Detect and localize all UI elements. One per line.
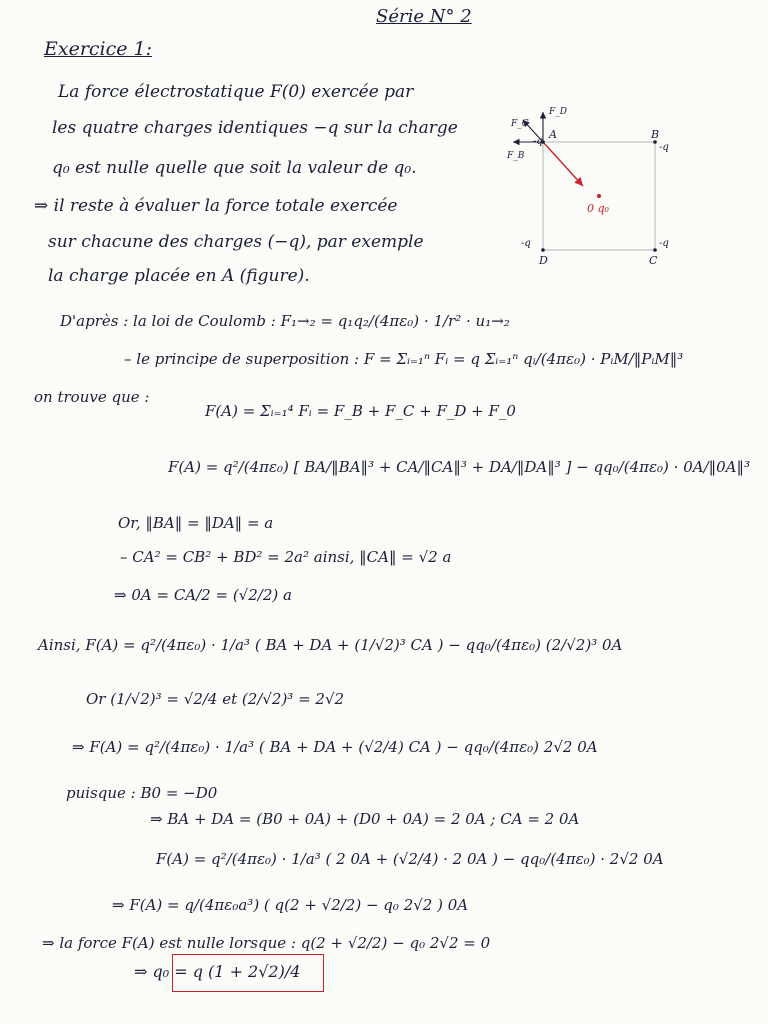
cube-identities: Or (1/√2)³ = √2/4 et (2/√2)³ = 2√2 [86, 690, 345, 708]
exercise-title: Exercice 1: [44, 38, 153, 60]
intro-line-5: sur chacune des charges (−q), par exemple [48, 232, 424, 252]
force-d-label: F_D [549, 107, 567, 117]
ainsi-force-equation: Ainsi, F(A) = q²/(4πε₀) · 1/a³ ( BA + DA + (1/√2)³ CA ) − qq₀/(4πε₀) (2/√2)³ 0A [38, 636, 623, 654]
charge-a: -q [533, 136, 543, 147]
vector-sum-identity: ⇒ BA + DA = (B0 + 0A) + (D0 + 0A) = 2 0A ; CA = 2 0A [150, 810, 580, 828]
charge-b: -q [659, 142, 669, 153]
distance-ca: – CA² = CB² + BD² = 2a² ainsi, ‖CA‖ = √2 a [120, 548, 452, 566]
on-trouve-que: on trouve que : [34, 388, 150, 406]
charge-d: -q [521, 238, 531, 249]
force-b-label: F_B [507, 151, 525, 161]
force-final-equation: ⇒ F(A) = q/(4πε₀a³) ( q(2 + √2/2) − q₀ 2√2 ) 0A [112, 896, 469, 914]
puisque-line: puisque : B0 = −D0 [66, 784, 218, 802]
null-force-condition: ⇒ la force F(A) est nulle lorsque : q(2 + √2/2) − q₀ 2√2 = 0 [42, 934, 491, 952]
result-equation: ⇒ q₀ = q (1 + 2√2)/4 [134, 962, 301, 981]
resultant-arrow [543, 142, 583, 186]
distance-ba-da: Or, ‖BA‖ = ‖DA‖ = a [118, 514, 274, 532]
label-b: B [651, 128, 660, 141]
force-expanded-equation: F(A) = q²/(4πε₀) [ BA/‖BA‖³ + CA/‖CA‖³ + DA/‖DA‖³ ] − qq₀/(4πε₀) · 0A/‖0A‖³ [168, 458, 751, 476]
result-highlight-box [172, 954, 324, 992]
label-a: A [549, 128, 557, 141]
intro-line-1: La force électrostatique F(0) exercée par [58, 82, 414, 102]
series-header: Série N° 2 [376, 6, 472, 27]
intro-line-3: q₀ est nulle quelle que soit la valeur de q₀. [52, 158, 417, 178]
point-center [597, 194, 601, 198]
coulomb-law: D'après : la loi de Coulomb : F₁→₂ = q₁q₂/(4πε₀) · 1/r² · u₁→₂ [60, 312, 510, 330]
point-c [653, 248, 657, 252]
label-d: D [539, 254, 548, 267]
distance-0a: ⇒ 0A = CA/2 = (√2/2) a [114, 586, 292, 604]
force-simplified-equation: ⇒ F(A) = q²/(4πε₀) · 1/a³ ( BA + DA + (√2/4) CA ) − qq₀/(4πε₀) 2√2 0A [72, 738, 598, 756]
square-charges-diagram [505, 100, 675, 270]
force-substituted-equation: F(A) = q²/(4πε₀) · 1/a³ ( 2 0A + (√2/4) · 2 0A ) − qq₀/(4πε₀) · 2√2 0A [156, 850, 664, 868]
point-d [541, 248, 545, 252]
intro-line-2: les quatre charges identiques −q sur la charge [52, 118, 458, 138]
intro-line-6: la charge placée en A (figure). [48, 266, 310, 286]
center-charge-label: 0 q₀ [587, 202, 609, 215]
label-c: C [649, 254, 658, 267]
intro-line-4: ⇒ il reste à évaluer la force totale exercée [34, 196, 398, 216]
charge-c: -q [659, 238, 669, 249]
force-sum-equation: F(A) = Σᵢ₌₁⁴ Fᵢ = F_B + F_C + F_D + F_0 [205, 402, 516, 420]
force-c-label: F_C [511, 119, 529, 129]
superposition-principle: – le principe de superposition : F = Σᵢ₌₁ⁿ Fᵢ = q Σᵢ₌₁ⁿ qᵢ/(4πε₀) · PᵢM/‖PᵢM‖³ [124, 350, 684, 368]
